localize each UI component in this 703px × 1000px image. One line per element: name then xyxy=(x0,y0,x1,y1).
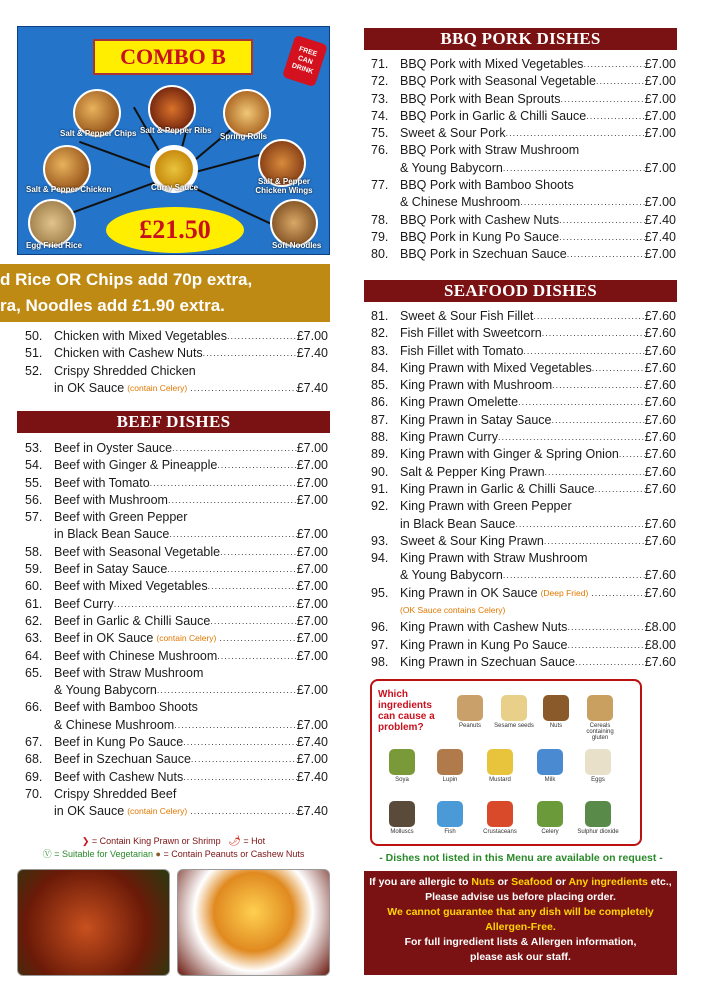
item-price: £7.40 xyxy=(296,346,328,361)
menu-item xyxy=(25,613,328,630)
item-number: 57. xyxy=(25,510,43,525)
menu-item xyxy=(25,578,328,595)
menu-item xyxy=(25,509,328,526)
item-price: £7.60 xyxy=(644,395,676,410)
menu-item xyxy=(371,177,676,194)
item-sub: & Young Babycorn xyxy=(54,683,157,698)
item-number: 60. xyxy=(25,579,43,594)
menu-item xyxy=(25,328,328,345)
allergen-icon xyxy=(501,695,527,721)
menu-item xyxy=(371,360,676,377)
item-price: £7.00 xyxy=(296,329,328,343)
item-name: Sweet & Sour King Prawn xyxy=(400,533,544,548)
item-number: 81. xyxy=(371,309,389,323)
item-price: £7.00 xyxy=(644,74,676,89)
item-price: £7.00 xyxy=(296,458,328,473)
menu-item xyxy=(25,363,328,380)
item-number: 59. xyxy=(25,562,43,577)
item-number: 56. xyxy=(25,492,43,507)
item-name: Beef with Mushroom xyxy=(54,492,168,507)
item-number: 79. xyxy=(371,229,389,244)
allergen-label: Soya xyxy=(395,777,409,783)
item-price: £7.60 xyxy=(644,412,676,427)
allergen-label: Mustard xyxy=(489,777,511,783)
item-number: 66. xyxy=(25,700,43,715)
item-price: £7.00 xyxy=(644,91,676,106)
allergen-icon xyxy=(487,749,513,775)
item-number: 74. xyxy=(371,108,389,123)
menu-item xyxy=(25,699,328,716)
item-name: King Prawn with Ginger & Spring Onion xyxy=(400,447,619,462)
chicken-list xyxy=(25,328,328,397)
item-name: Beef with Cashew Nuts xyxy=(54,769,184,784)
item-price: £7.60 xyxy=(644,430,676,445)
menu-item xyxy=(371,585,676,602)
menu-item xyxy=(25,475,328,492)
prawn-dish-photo xyxy=(177,869,330,976)
item-price: £7.60 xyxy=(644,326,676,341)
allergen-label: Milk xyxy=(544,777,556,783)
allergen-fish xyxy=(428,801,472,835)
item-number: 82. xyxy=(371,326,389,341)
item-price: £7.40 xyxy=(644,212,676,227)
menu-item xyxy=(25,596,328,613)
item-name: Chicken with Cashew Nuts xyxy=(54,346,203,361)
item-name: King Prawn Curry xyxy=(400,430,498,445)
legend: ❯ = Contain King Prawn or Shrimp 🌶 = Hot Ⓥ = Suitable for Vegetarian ● = Contain Peanuts or Cashew Nuts xyxy=(42,836,305,859)
item-name: BBQ Pork with Mixed Vegetables xyxy=(400,57,584,71)
item-name: King Prawn in Kung Po Sauce xyxy=(400,637,568,652)
item-price: £7.60 xyxy=(644,585,676,600)
allergen-peanuts xyxy=(448,695,492,729)
allergen-icon xyxy=(389,801,415,827)
item-name: Fish Fillet with Sweetcorn xyxy=(400,326,542,341)
allergen-molluscs xyxy=(380,801,424,835)
request-note: - Dishes not listed in this Menu are available on request - xyxy=(379,852,663,864)
item-price: £7.40 xyxy=(296,804,328,819)
seafood-header: SEAFOOD DISHES xyxy=(364,280,677,302)
allergen-icon xyxy=(537,749,563,775)
combo-price: £21.50 xyxy=(106,207,244,253)
allergen-celery xyxy=(528,801,572,835)
item-price: £7.00 xyxy=(644,160,676,175)
allergen-label: Eggs xyxy=(591,777,605,783)
item-name: BBQ Pork in Szechuan Sauce xyxy=(400,247,567,262)
item-number: 92. xyxy=(371,499,389,514)
item-name: King Prawn with Mixed Vegetables xyxy=(400,360,592,375)
allergen-sulphur-dioxide xyxy=(576,801,620,835)
allergen-label: Nuts xyxy=(549,723,563,729)
item-sub: & Young Babycorn xyxy=(400,160,503,175)
item-name: BBQ Pork with Bean Sprouts xyxy=(400,91,561,106)
item-price: £7.60 xyxy=(644,309,676,323)
item-sub: & Chinese Mushroom xyxy=(400,195,521,210)
menu-item xyxy=(371,246,676,263)
item-number: 90. xyxy=(371,464,389,479)
item-name: Sweet & Sour Fish Fillet xyxy=(400,309,534,323)
item-name: Beef in Satay Sauce xyxy=(54,562,168,577)
item-price: £7.00 xyxy=(644,126,676,141)
item-note: (contain Celery) xyxy=(127,382,188,393)
allergen-icon xyxy=(543,695,569,721)
item-number: 64. xyxy=(25,648,43,663)
item-price: £7.40 xyxy=(644,229,676,244)
item-number: 72. xyxy=(371,74,389,89)
item-name: Beef in Garlic & Chilli Sauce xyxy=(54,613,211,628)
item-name: Crispy Shredded Beef xyxy=(54,786,177,801)
free-drink-can-icon: FREE CAN DRINK xyxy=(282,35,328,87)
item-price: £8.00 xyxy=(644,637,676,652)
menu-item xyxy=(371,108,676,125)
item-number: 70. xyxy=(25,786,43,801)
menu-item-sub xyxy=(25,526,328,543)
allergen-crustaceans xyxy=(478,801,522,835)
item-name: Chicken with Mixed Vegetables xyxy=(54,329,228,343)
item-price: £7.00 xyxy=(296,475,328,490)
item-price: £7.00 xyxy=(296,717,328,732)
menu-item xyxy=(25,786,328,803)
menu-item xyxy=(371,212,676,229)
menu-item xyxy=(371,229,676,246)
menu-item xyxy=(371,308,676,325)
menu-item xyxy=(371,429,676,446)
item-number: 53. xyxy=(25,441,43,455)
beef-header: BEEF DISHES xyxy=(17,411,330,433)
item-number: 94. xyxy=(371,551,389,566)
allergen-lupin xyxy=(428,749,472,783)
item-name: Sweet & Sour Pork xyxy=(400,126,506,141)
item-price: £7.60 xyxy=(644,447,676,462)
item-number: 84. xyxy=(371,360,389,375)
menu-item xyxy=(25,630,328,647)
menu-item xyxy=(371,550,676,567)
menu-item xyxy=(25,665,328,682)
item-price: £7.60 xyxy=(644,516,676,531)
item-number: 86. xyxy=(371,395,389,410)
item-name: Salt & Pepper King Prawn xyxy=(400,464,545,479)
item-number: 95. xyxy=(371,585,389,600)
item-price: £7.00 xyxy=(644,108,676,123)
item-name: King Prawn with Cashew Nuts xyxy=(400,620,568,635)
allergen-label: Molluscs xyxy=(390,829,414,835)
menu-item xyxy=(25,751,328,768)
item-price: £7.60 xyxy=(644,533,676,548)
item-name: King Prawn with Mushroom xyxy=(400,378,553,393)
allergen-cereals-containing-gluten xyxy=(578,695,622,741)
item-number: 93. xyxy=(371,533,389,548)
item-sub: in Black Bean Sauce xyxy=(400,516,516,531)
item-number: 89. xyxy=(371,447,389,462)
item-name: BBQ Pork in Garlic & Chilli Sauce xyxy=(400,108,587,123)
allergen-icon xyxy=(457,695,483,721)
item-note: (OK Sauce contains Celery) xyxy=(400,605,506,616)
item-price: £7.60 xyxy=(644,360,676,375)
item-number: 58. xyxy=(25,544,43,559)
item-name: BBQ Pork with Cashew Nuts xyxy=(400,212,560,227)
item-name: Beef in Szechuan Sauce xyxy=(54,752,191,767)
item-price: £7.40 xyxy=(296,735,328,750)
item-name: King Prawn in OK Sauce xyxy=(400,585,538,600)
menu-item xyxy=(371,637,676,654)
allergen-label: Sulphur dioxide xyxy=(577,829,619,835)
allergen-nuts xyxy=(534,695,578,729)
allergen-label: Celery xyxy=(541,829,559,835)
extras-banner: d Rice OR Chips add 70p extra, ra, Noodles add £1.90 extra. xyxy=(0,264,330,322)
item-number: 85. xyxy=(371,378,389,393)
item-name: King Prawn in Garlic & Chilli Sauce xyxy=(400,481,595,496)
item-number: 87. xyxy=(371,412,389,427)
item-name: Beef with Mixed Vegetables xyxy=(54,579,208,594)
menu-item-sub xyxy=(371,516,676,533)
item-name: BBQ Pork with Bamboo Shoots xyxy=(400,178,574,193)
item-price: £7.00 xyxy=(644,247,676,262)
menu-item-sub xyxy=(25,717,328,734)
combo-b-panel: COMBO B FREE CAN DRINK Salt & Pepper Chips Salt & Pepper Ribs Spring Rolls Salt & Pepper Chicken Curry Sauce Salt & Pepper Chicken Wings Egg Fried Rice Soft Noodles £21.50 xyxy=(17,26,330,255)
bbq-pork-list xyxy=(371,56,676,264)
allergen-icon xyxy=(585,749,611,775)
item-number: 91. xyxy=(371,481,389,496)
item-price: £7.00 xyxy=(296,752,328,767)
menu-item xyxy=(371,446,676,463)
item-number: 96. xyxy=(371,620,389,635)
item-number: 78. xyxy=(371,212,389,227)
item-number: 67. xyxy=(25,735,43,750)
menu-item xyxy=(371,533,676,550)
item-number: 77. xyxy=(371,178,389,193)
item-number: 75. xyxy=(371,126,389,141)
menu-item xyxy=(25,492,328,509)
menu-item xyxy=(371,394,676,411)
menu-item xyxy=(371,325,676,342)
item-number: 62. xyxy=(25,613,43,628)
beef-dish-photo xyxy=(17,869,170,976)
menu-item-sub xyxy=(25,682,328,699)
menu-item xyxy=(25,345,328,362)
menu-item xyxy=(371,142,676,159)
menu-item-sub xyxy=(25,803,328,820)
item-name: King Prawn with Green Pepper xyxy=(400,499,572,514)
item-price: £7.60 xyxy=(644,568,676,583)
allergen-label: Lupin xyxy=(442,777,458,783)
item-sub: in OK Sauce xyxy=(54,804,125,819)
bbq-pork-header: BBQ PORK DISHES xyxy=(364,28,677,50)
item-number: 80. xyxy=(371,247,389,262)
item-name: Beef with Ginger & Pineapple xyxy=(54,458,218,473)
menu-item xyxy=(25,440,328,457)
item-name: King Prawn with Straw Mushroom xyxy=(400,551,588,566)
item-price: £7.00 xyxy=(644,195,676,210)
item-note: (contain Celery) xyxy=(127,806,188,817)
item-price: £7.60 xyxy=(644,378,676,393)
item-price: £7.00 xyxy=(644,57,676,71)
item-name: King Prawn in Satay Sauce xyxy=(400,412,552,427)
allergen-icon xyxy=(487,801,513,827)
item-price: £7.00 xyxy=(296,683,328,698)
allergen-label: Crustaceans xyxy=(483,829,517,835)
item-sub: in OK Sauce xyxy=(54,380,125,395)
item-name: BBQ Pork with Seasonal Vegetable xyxy=(400,74,596,89)
item-name: King Prawn in Szechuan Sauce xyxy=(400,654,576,669)
soft-noodles-image xyxy=(270,199,318,247)
menu-item xyxy=(371,125,676,142)
item-number: 54. xyxy=(25,458,43,473)
item-name: Beef in OK Sauce xyxy=(54,631,154,646)
item-price: £7.40 xyxy=(296,380,328,395)
item-price: £7.60 xyxy=(644,481,676,496)
item-sub: & Chinese Mushroom xyxy=(54,717,175,732)
menu-item xyxy=(371,654,676,671)
allergen-chart: Which ingredients can cause a problem? Peanuts Sesame seeds Nuts Cereals containing gluten Soya Lupin Mustard Milk Eggs Molluscs Fish Crustaceans Celery Sulphur dioxide xyxy=(370,679,642,846)
item-price: £7.60 xyxy=(644,343,676,358)
menu-item-sub xyxy=(371,194,676,211)
menu-item-sub xyxy=(371,160,676,177)
item-number: 61. xyxy=(25,596,43,611)
item-number: 69. xyxy=(25,769,43,784)
item-price: £7.00 xyxy=(296,596,328,611)
allergen-icon xyxy=(389,749,415,775)
allergen-icon xyxy=(587,695,613,721)
beef-list xyxy=(25,440,328,821)
menu-item xyxy=(371,412,676,429)
item-price: £7.00 xyxy=(296,544,328,559)
item-price: £7.40 xyxy=(296,769,328,784)
item-number: 83. xyxy=(371,343,389,358)
item-name: Beef Curry xyxy=(54,596,114,611)
menu-item xyxy=(371,377,676,394)
menu-item xyxy=(25,734,328,751)
menu-item-sub xyxy=(371,567,676,584)
allergen-mustard xyxy=(478,749,522,783)
item-number: 55. xyxy=(25,475,43,490)
allergen-icon xyxy=(437,801,463,827)
item-name: Beef with Green Pepper xyxy=(54,510,188,525)
menu-item xyxy=(371,56,676,73)
menu-item xyxy=(25,561,328,578)
allergen-label: Fish xyxy=(444,829,456,835)
item-name: Beef in Oyster Sauce xyxy=(54,441,173,455)
menu-item xyxy=(25,457,328,474)
allergen-icon xyxy=(537,801,563,827)
item-name: BBQ Pork in Kung Po Sauce xyxy=(400,229,560,244)
allergen-soya xyxy=(380,749,424,783)
item-price: £7.00 xyxy=(296,648,328,663)
item-price: £7.00 xyxy=(296,492,328,507)
allergen-milk xyxy=(528,749,572,783)
item-price: £8.00 xyxy=(644,620,676,635)
allergen-sesame-seeds xyxy=(492,695,536,729)
allergen-icon xyxy=(437,749,463,775)
spring-rolls-image xyxy=(223,89,271,137)
item-number: 88. xyxy=(371,430,389,445)
allergen-eggs xyxy=(576,749,620,783)
item-note: (Deep Fried) xyxy=(540,587,589,598)
item-name: Beef with Straw Mushroom xyxy=(54,665,204,680)
item-price: £7.00 xyxy=(296,613,328,628)
item-name: BBQ Pork with Straw Mushroom xyxy=(400,143,580,158)
item-name: King Prawn Omelette xyxy=(400,395,519,410)
menu-item xyxy=(371,91,676,108)
menu-item xyxy=(371,464,676,481)
item-name: Beef with Chinese Mushroom xyxy=(54,648,218,663)
combo-title: COMBO B xyxy=(93,39,253,75)
item-sub: in Black Bean Sauce xyxy=(54,527,170,542)
item-number: 65. xyxy=(25,665,43,680)
item-name: Beef in Kung Po Sauce xyxy=(54,735,184,750)
allergen-label: Peanuts xyxy=(458,723,482,729)
item-number: 73. xyxy=(371,91,389,106)
allergen-icon xyxy=(585,801,611,827)
item-number: 98. xyxy=(371,654,389,669)
item-note: (contain Celery) xyxy=(156,633,217,644)
item-sub: & Young Babycorn xyxy=(400,568,503,583)
menu-item xyxy=(25,544,328,561)
egg-fried-rice-image xyxy=(28,199,76,247)
item-name: Crispy Shredded Chicken xyxy=(54,363,196,378)
item-price: £7.00 xyxy=(296,562,328,577)
menu-item-sub xyxy=(25,380,328,397)
item-name: Beef with Bamboo Shoots xyxy=(54,700,198,715)
item-price: £7.00 xyxy=(296,579,328,594)
item-number: 68. xyxy=(25,752,43,767)
item-name: Beef with Seasonal Vegetable xyxy=(54,544,221,559)
item-number: 76. xyxy=(371,143,389,158)
item-price: £7.00 xyxy=(296,441,328,455)
item-number: 63. xyxy=(25,631,43,646)
item-price: £7.00 xyxy=(296,631,328,646)
item-price: £7.60 xyxy=(644,654,676,669)
menu-item xyxy=(371,343,676,360)
allergy-warning: If you are allergic to Nuts or Seafood or Any ingredients etc., Please advise us before placing order. We cannot guarantee that any dish will be completely Allergen-Free. For full ingredient lists & Allergen information, please ask our staff. xyxy=(364,871,677,975)
menu-item xyxy=(371,73,676,90)
allergen-label: Sesame seeds xyxy=(494,723,534,729)
item-number: 51. xyxy=(25,346,43,361)
item-price: £7.60 xyxy=(644,464,676,479)
item-name: Fish Fillet with Tomato xyxy=(400,343,524,358)
menu-item xyxy=(371,481,676,498)
seafood-list xyxy=(371,308,676,671)
item-price: £7.00 xyxy=(296,527,328,542)
item-number: 71. xyxy=(371,57,389,71)
menu-item xyxy=(25,648,328,665)
menu-item xyxy=(371,619,676,636)
item-number: 97. xyxy=(371,637,389,652)
menu-item xyxy=(371,498,676,515)
item-name: Beef with Tomato xyxy=(54,475,150,490)
item-number: 52. xyxy=(25,363,43,378)
item-number: 50. xyxy=(25,329,43,343)
menu-item xyxy=(25,769,328,786)
allergen-label: Cereals containing gluten xyxy=(586,723,614,741)
